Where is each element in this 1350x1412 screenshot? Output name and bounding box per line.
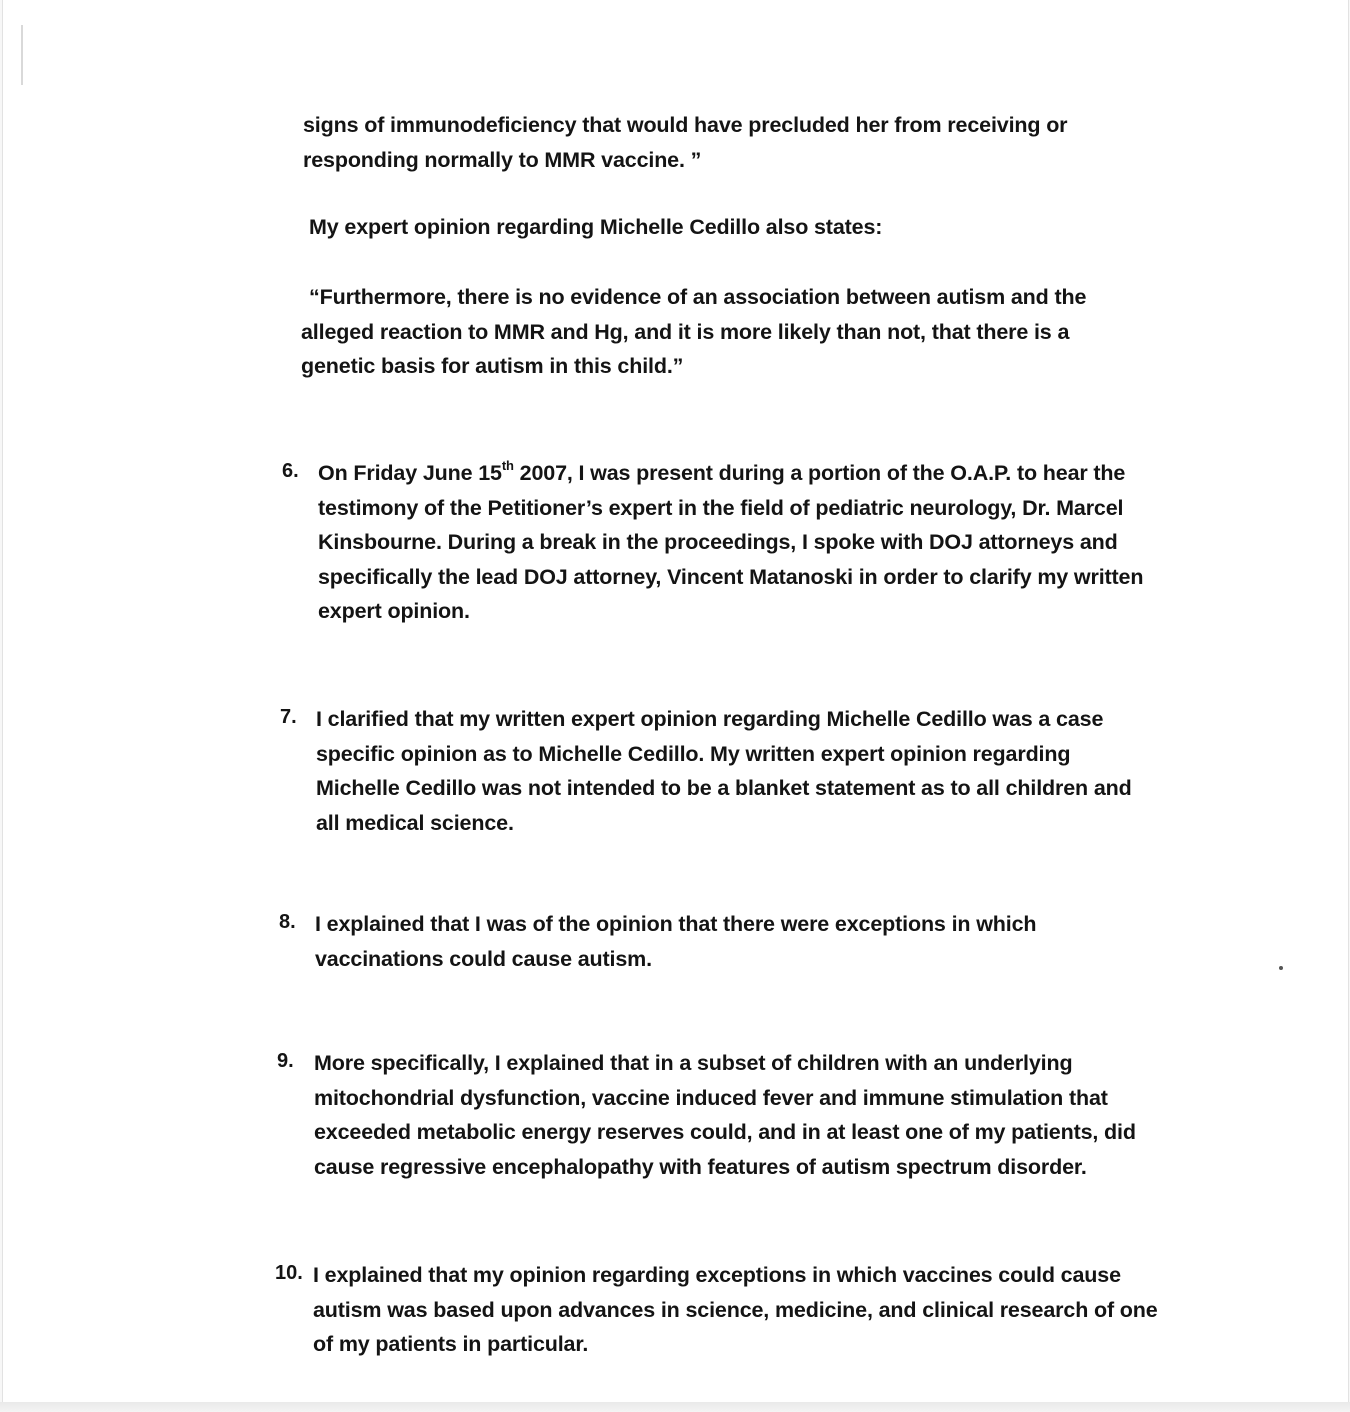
text-line: responding normally to MMR vaccine. ” [303, 147, 702, 172]
text-line: all medical science. [316, 810, 514, 835]
numbered-item-9 [314, 1046, 1136, 1184]
numbered-item-7 [316, 702, 1132, 840]
text-line: “Furthermore, there is no evidence of an association between autism and the [309, 285, 1087, 309]
text-line: I explained that I was of the opinion that there were exceptions in which [315, 912, 1037, 936]
text-line: autism was based upon advances in science, medicine, and clinical research of one [313, 1297, 1158, 1322]
text-line: cause regressive encephalopathy with features of autism spectrum disorder. [314, 1154, 1087, 1179]
text-line: alleged reaction to MMR and Hg, and it is more likely than not, that there is a [301, 319, 1070, 344]
item-number: 8. [279, 911, 296, 933]
numbered-item-6 [318, 456, 1143, 629]
text-line: I explained that my opinion regarding exceptions in which vaccines could cause [313, 1263, 1121, 1287]
scan-artifact-dot [1279, 966, 1283, 970]
item-number: 6. [282, 460, 299, 482]
text-segment: On Friday June 15 [318, 461, 502, 485]
text-line [318, 456, 1143, 491]
scan-artifact-line [21, 25, 23, 85]
page-bottom-edge [0, 1402, 1350, 1412]
text-line: Kinsbourne. During a break in the proceedings, I spoke with DOJ attorneys and [318, 530, 1118, 554]
text-line: of my patients in particular. [313, 1332, 589, 1356]
text-line: specifically the lead DOJ attorney, Vincent Matanoski in order to clarify my written [318, 564, 1144, 589]
text-line: mitochondrial dysfunction, vaccine induced fever and immune stimulation that [314, 1085, 1108, 1110]
text-line: Michelle Cedillo was not intended to be a blanket statement as to all children and [316, 776, 1132, 800]
text-line: testimony of the Petitioner’s expert in the field of pediatric neurology, Dr. Marcel [318, 495, 1124, 520]
text-line: My expert opinion regarding Michelle Cedillo also states: [309, 215, 883, 239]
intro-sentence [309, 210, 882, 245]
document-page [2, 0, 1349, 1402]
text-line: signs of immunodeficiency that would have precluded her from receiving or [303, 113, 1068, 137]
text-line: exceeded metabolic energy reserves could, and in at least one of my patients, did [314, 1120, 1136, 1144]
text-line: specific opinion as to Michelle Cedillo. My written expert opinion regarding [316, 741, 1071, 766]
text-line: I clarified that my written expert opinion regarding Michelle Cedillo was a case [316, 707, 1104, 731]
text-line: genetic basis for autism in this child.” [301, 354, 684, 378]
text-line: More specifically, I explained that in a subset of children with an underlying [314, 1051, 1073, 1075]
block-quote [301, 280, 1086, 384]
text-segment: 2007, I was present during a portion of the O.A.P. to hear the [513, 461, 1126, 485]
item-number: 7. [280, 706, 297, 728]
opening-quote [303, 108, 1067, 177]
numbered-item-10 [313, 1258, 1158, 1362]
item-number: 10. [275, 1262, 303, 1284]
numbered-item-8 [315, 907, 1036, 976]
text-line: vaccinations could cause autism. [315, 946, 652, 971]
ordinal-suffix: th [501, 458, 514, 473]
text-line: expert opinion. [318, 599, 470, 623]
item-number: 9. [277, 1050, 294, 1072]
